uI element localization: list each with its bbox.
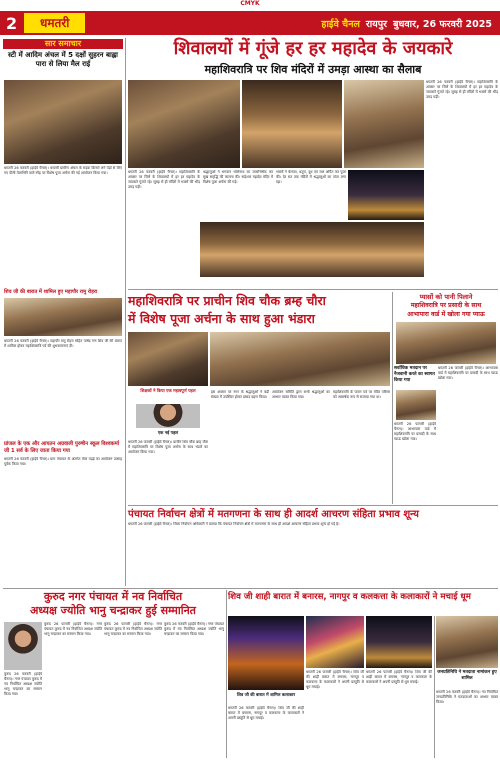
column-rule-2 [392, 292, 393, 504]
shiv-chowk-sub: शिक्षकों ने किया एक महत्वपूर्ण पहल [140, 388, 196, 393]
section-name: धमतरी [24, 13, 85, 33]
water-headline-1: प्यासों को पानी पिलाने [419, 293, 473, 301]
shiv-chowk-photo-3 [136, 404, 200, 428]
main-text-col1: धमतरी 26 फरवरी (हाईवे चैनल)। महाशिवरात्रि के अवसर पर जिले के शिवालयों में हर हर महादेव के जयकारे गूंजते रहे। सुबह से ही मंदिरों में भक्तों की भीड़ उमड़ पड़ी। [128, 170, 200, 189]
water-photo [396, 322, 496, 364]
shiv-chowk-photo-1 [128, 332, 208, 386]
kurud-photo [4, 622, 42, 670]
kurud-text-2: कुरुद 26 फरवरी (हाईवे चैनल)। नगर पंचायत कुरुद में नव निर्वाचित अध्यक्ष ज्योति भानु चन्द्राकर का सम्मान किया गया। [104, 622, 162, 636]
main-photo-1 [128, 80, 240, 168]
kurud-headline-1: कुरुद नगर पंचायत में नव निर्वाचित [43, 590, 183, 603]
baraat-photo-1 [228, 616, 304, 690]
section-rule-3 [3, 588, 498, 589]
water-kicker: सर्वाधिक मतदान पर नैजवानी करते का स्वागत किया गया [394, 366, 435, 383]
shiv-chowk-col3: आयोजन समिति द्वारा सभी श्रद्धालुओं का आभार व्यक्त किया गया। [272, 390, 330, 399]
print-marker: CMYK [0, 0, 500, 10]
water-photo-2 [396, 390, 436, 420]
main-photo-2 [242, 80, 342, 168]
main-photo-4 [348, 170, 424, 220]
city-name: रायपुर [365, 18, 388, 30]
right-bottom-photo [436, 616, 498, 668]
shiv-chowk-photo-2 [210, 332, 390, 386]
main-text-col3: भक्तों ने बेलपत्र, धतूरा, दूध एवं जल अर्पित कर पूजा की। देर रात तक मंदिरों में श्रद्धालुओं का तांता लगा रहा। [276, 170, 346, 184]
masthead-right [321, 17, 500, 30]
column-rule [125, 38, 126, 586]
shiv-chowk-col1: धमतरी 26 फरवरी (हाईवे चैनल)। प्राचीन शिव चौक ब्रम्ह चौरा में महाशिवरात्रि पर विशेष पूजा अर्चना के साथ भंडारे का आयोजन किया गया। [128, 440, 208, 454]
section-rule-2 [128, 505, 498, 506]
water-text: धमतरी 26 फरवरी (हाईवे चैनल)। आभापारा वार्ड में महाशिवरात्रि पर प्रसादी के साथ प्याऊ खोला गया। [438, 366, 498, 380]
news-brief-box [3, 39, 123, 77]
brief-text-1: धमतरी 26 फरवरी (हाईवे चैनल)। धमतरी ग्रामीण अंचल के सड़क किनारे लगे पेड़ों से लिए गए पीली तेलाभिरि वाले स्नेह पर विशेष पूजा अर्चना की गई आयोजन किया गया। [4, 166, 122, 175]
brief-photo-2 [4, 298, 122, 336]
main-text-right: धमतरी 26 फरवरी (हाईवे चैनल)। महाशिवरात्रि के अवसर पर जिले के शिवालयों में हर हर महादेव के जयकारे गूंजते रहे। सुबह से ही मंदिरों में भक्तों की भीड़ उमड़ पड़ी। [426, 80, 498, 99]
baraat-photo-2 [306, 616, 364, 668]
brief-headline-2: शिव जी की बारात में शामिल हुए महापौर रामु रोहरा [4, 289, 98, 295]
main-subheadline: महाशिवरात्रि पर शिव मंदिरों में उमड़ा आस्था का सैलाब [204, 63, 422, 76]
baraat-caption: शिव जी की बारात में शामिल कलाकार [236, 692, 296, 697]
shiv-chowk-col2: इस अवसर पर नगर के श्रद्धालुओं ने बड़ी संख्या में उपस्थित होकर प्रसाद ग्रहण किया। [211, 390, 269, 399]
main-text-col2: श्रद्धालुओं ने भगवान भोलेनाथ का जलाभिषेक कर सुख समृद्धि की कामना की। रूद्रेश्वर महादेव मंदिर में विशेष पूजा अर्चना की गई। [203, 170, 273, 184]
baraat-photo-3 [366, 616, 432, 668]
election-text: धमतरी 26 फरवरी (हाईवे चैनल)। जिला निर्वाचन अधिकारी ने बताया कि पंचायत निर्वाचन क्षेत्रों में मतगणना के साथ ही आदर्श आचरण संहिता प्रभाव शून्य हो गई है। [128, 522, 340, 526]
issue-date: बुधवार, 26 फरवरी 2025 [393, 18, 492, 30]
election-headline: पंचायत निर्वाचन क्षेत्रों में मतगणना के साथ ही आदर्श आचरण संहिता प्रभाव शून्य [128, 509, 419, 520]
shiv-chowk-sub2: एक नई पहल [157, 430, 179, 435]
kurud-text-1: कुरुद 26 फरवरी (हाईवे चैनल)। नगर पंचायत कुरुद में नव निर्वाचित अध्यक्ष ज्योति भानु चन्द्राकर का सम्मान किया गया। [44, 622, 102, 636]
brief-text-2: धमतरी 26 फरवरी (हाईवे चैनल)। महापौर रामु रोहरा सहित पार्षद गण शिव जी की बारात में शामिल होकर महाशिवरात्रि पर्व की शुभकामनाएं दी। [4, 339, 122, 348]
water-headline-3: आभापारा वार्ड में खोला गया प्याऊ [407, 311, 485, 318]
kurud-text-3: कुरुद 26 फरवरी (हाईवे चैनल)। नगर पंचायत कुरुद में नव निर्वाचित अध्यक्ष ज्योति भानु चन्द्राकर का सम्मान किया गया। [164, 622, 224, 636]
water-headline-2: महाशिवरात्रि पर प्रसादी के साथ [410, 302, 482, 309]
page-number: 2 [6, 13, 18, 33]
water-text-2: धमतरी 26 फरवरी (हाईवे चैनल)। आभापारा वार्ड में महाशिवरात्रि पर प्रसादी के साथ प्याऊ खोला गया। [394, 422, 436, 441]
brand-name: हाईवे चैनल [321, 18, 360, 30]
main-photo-5 [200, 222, 424, 277]
kurud-text-0: कुरुद 26 फरवरी (हाईवे चैनल)। नगर पंचायत कुरुद में नव निर्वाचित अध्यक्ष ज्योति भानु चन्द्राकर का सम्मान किया गया। [4, 672, 42, 696]
shiv-chowk-headline-2: में विशेष पूजा अर्चना के साथ हुआ भंडारा [128, 311, 315, 326]
right-bottom-text: धमतरी 26 फरवरी (हाईवे चैनल)। नव निर्वाचित जनप्रतिनिधि ने मतदाताओं का आभार व्यक्त किया। [436, 690, 498, 704]
section-rule-1 [128, 289, 498, 290]
brief-headline-3: प्रांजल के एक और आयतन अग्रवाली पुरुषीन स्कूल विश्वकर्मा जी 1 सर्व के लिए जाता किया गया [4, 441, 120, 454]
brief-headline-1: स्टी में आदिम अंचल में 5 दक्षों सुहरन बाह्ला पारा से लिया मैल राई [8, 51, 118, 68]
main-photo-3 [344, 80, 424, 168]
baraat-text-2: धमतरी 26 फरवरी (हाईवे चैनल)। शिव जी की शाही बारात में बनारस, नागपुर व कलकत्ता के कलाकारों ने अपनी प्रस्तुति से धूम मचाई। [306, 670, 364, 689]
baraat-headline: शिव जी शाही बारात में बनारस, नागपुर व कलकत्ता के कलाकारों ने मचाई धूम [228, 592, 471, 602]
right-bottom-kicker: जनप्रतिनिधि ने मतदाता नामांकन हुए शामिल [437, 670, 497, 681]
kurud-headline-2: अध्यक्ष ज्योति भानु चन्द्राकर हुई सम्मानित [30, 604, 196, 617]
brief-photo-1 [4, 80, 122, 164]
brief-text-3: धमतरी 26 फरवरी (हाईवे चैनल)। ग्राम पंचायत के अंतर्गत मेला मढ़ई का आयोजन उत्साह पूर्वक किया गया। [4, 457, 122, 466]
shiv-chowk-headline-1: महाशिवरात्रि पर प्राचीन शिव चौक ब्रम्ह चौरा [128, 293, 326, 308]
column-rule-3 [226, 590, 227, 758]
shiv-chowk-col4: महाशिवरात्रि के पावन पर्व पर मंदिर परिसर को आकर्षक रूप से सजाया गया था। [333, 390, 390, 399]
main-headline: शिवालयों में गूंजे हर हर महादेव के जयकारे [173, 38, 453, 59]
column-rule-4 [434, 616, 435, 758]
baraat-text-3: धमतरी 26 फरवरी (हाईवे चैनल)। शिव जी की शाही बारात में बनारस, नागपुर व कलकत्ता के कलाकारों ने अपनी प्रस्तुति से धूम मचाई। [366, 670, 432, 684]
baraat-text-1: धमतरी 26 फरवरी (हाईवे चैनल)। शिव जी की शाही बारात में बनारस, नागपुर व कलकत्ता के कलाकारों ने अपनी प्रस्तुति से धूम मचाई। [228, 706, 304, 720]
masthead [0, 11, 500, 35]
news-brief-title: सार समाचार [3, 39, 123, 49]
